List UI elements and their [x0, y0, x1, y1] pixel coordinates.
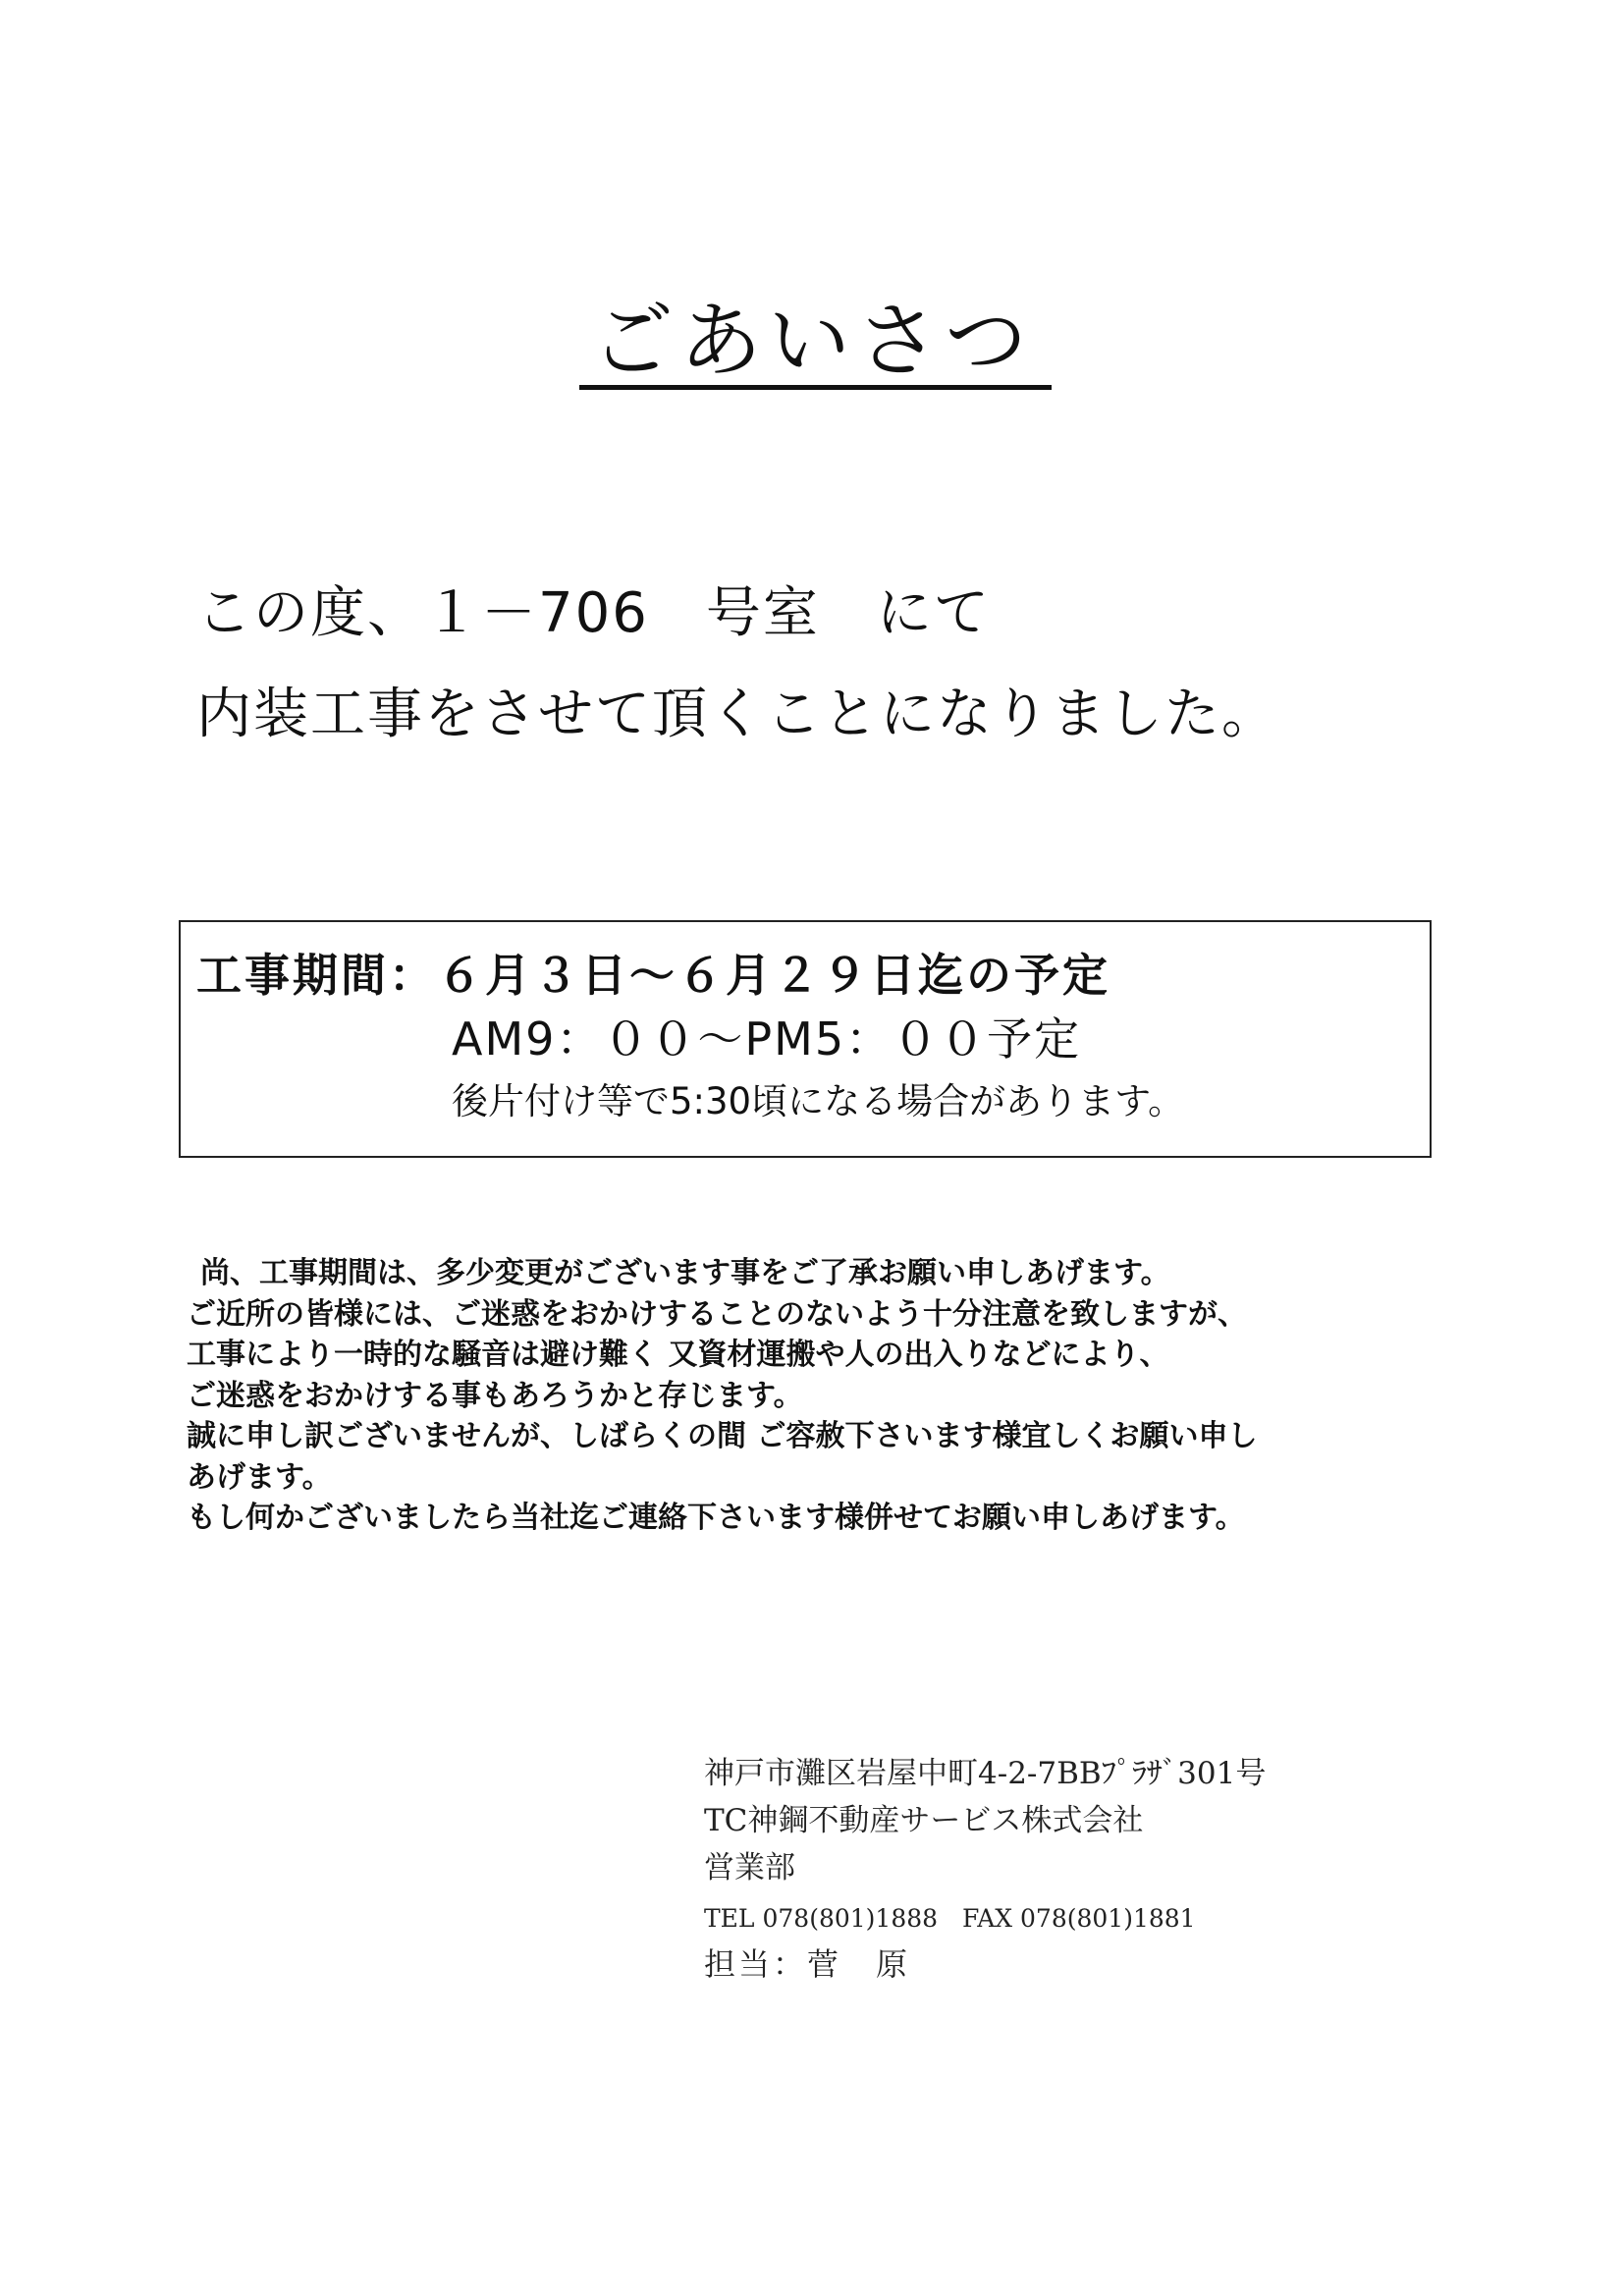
notice-line: 誠に申し訳ございませんが、しばらくの間 ご容赦下さいます様宜しくお願い申し [187, 1419, 1258, 1453]
construction-period: 工事期間：６月３日～６月２９日迄の予定 [196, 949, 1110, 1002]
contact-block [704, 1750, 1266, 1988]
overtime-note: 後片付け等で5:30頃になる場合があります。 [452, 1080, 1185, 1122]
notice-line: 尚、工事期間は、多少変更がございます事をご了承お願い申しあげます。 [200, 1256, 1170, 1290]
company-address: 神戸市灘区岩屋中町4-2-7BBﾌﾟﾗｻﾞ301号 [704, 1756, 1267, 1791]
notice-line: あげます。 [187, 1459, 332, 1495]
notice-line: もし何かございましたら当社迄ご連絡下さいます様併せてお願い申しあげます。 [187, 1501, 1245, 1535]
intro-line-1: この度、１－706 号室 にて [196, 581, 991, 645]
intro-line-2: 内装工事をさせて頂くことになりました。 [196, 683, 1278, 746]
notice-line: ご迷惑をおかけする事もあろうかと存じます。 [187, 1378, 803, 1413]
working-hours: AM9：００～PM5：００予定 [452, 1012, 1082, 1066]
notice-line: ご近所の皆様には、ご迷惑をおかけすることのないよう十分注意を致しますが、 [187, 1296, 1247, 1332]
notice-line: 工事により一時的な騒音は避け難く 又資材運搬や人の出入りなどにより、 [187, 1338, 1169, 1372]
department: 営業部 [704, 1850, 795, 1886]
page-title: ごあいさつ [590, 293, 1033, 389]
title-underline [579, 385, 1052, 390]
notice-paragraph [187, 1253, 1257, 1539]
staff-in-charge: 担当：菅 原 [704, 1945, 911, 1983]
phone-fax: TEL 078(801)1888 FAX 078(801)1881 [704, 1904, 1196, 1933]
company-name: TC神鋼不動産サービス株式会社 [704, 1803, 1144, 1838]
